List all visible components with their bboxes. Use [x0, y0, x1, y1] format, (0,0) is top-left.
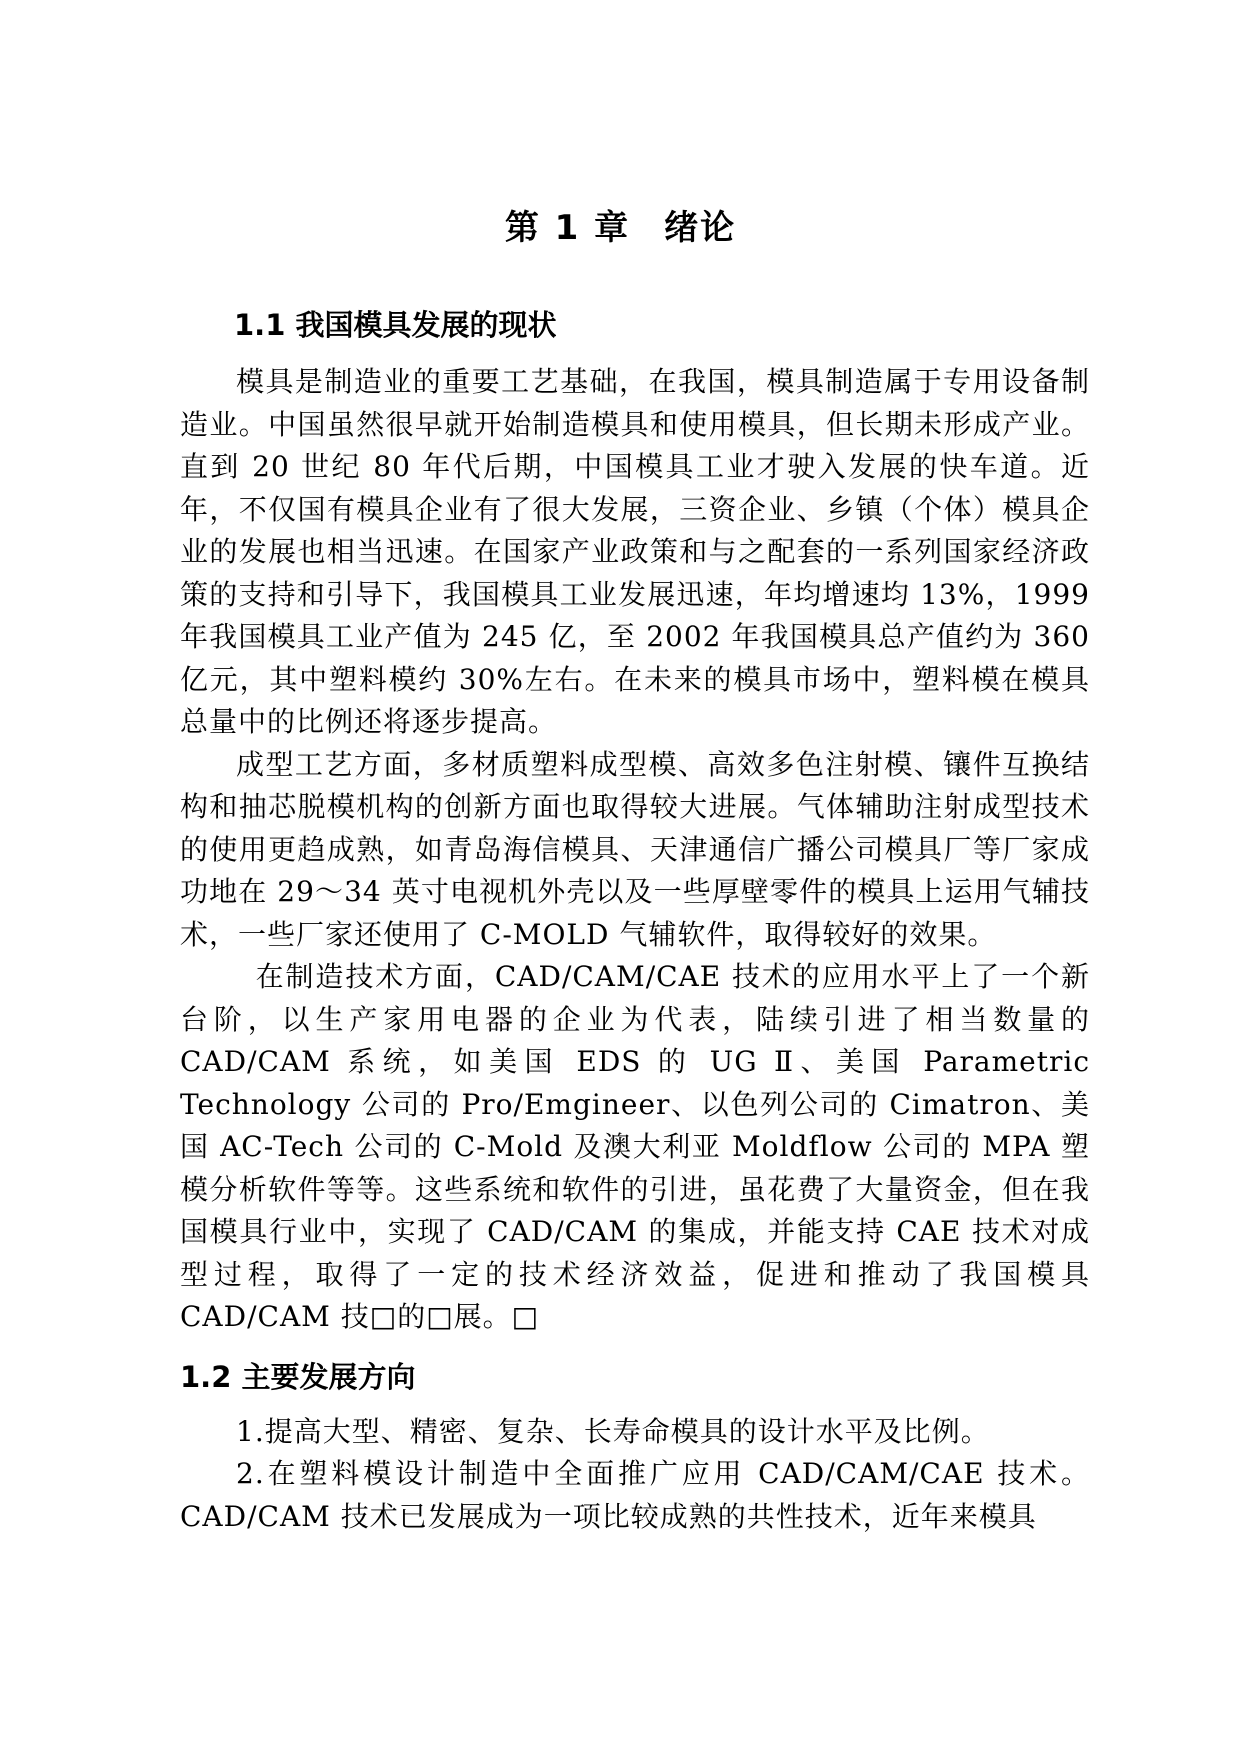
document-body [180, 305, 1090, 1538]
paragraph-mold-status: 模具是制造业的重要工艺基础，在我国，模具制造属于专用设备制造业。中国虽然很早就开始制造模具和使用模具，但长期未形成产业。直到 20 世纪 80 年代后期，中国模具工业才驶入发展的快车道。近年，不仅国有模具企业有了很大发展，三资企业、乡镇（个体）模具企业的发展也相当迅速。在国家产业政策和与之配套的一系列国家经济政策的支持和引导下，我国模具工业发展迅速，年均增速均 13%，1999 年我国模具工业产值为 245 亿，至 2002 年我国模具总产值约为 360 亿元，其中塑料模约 30%左右。在未来的模具市场中，塑料模在模具总量中的比例还将逐步提高。 [180, 365, 1090, 738]
paragraph-cad-cam-technology: 在制造技术方面，CAD/CAM/CAE 技术的应用水平上了一个新台阶，以生产家用电器的企业为代表，陆续引进了相当数量的 CAD/CAM 系统，如美国 EDS 的 UG Ⅱ、美国 Parametric Technology 公司的 Pro/Emgineer、以色列公司的 Cimatron、美国 AC-Tech 公司的 C-Mold 及澳大利亚 Moldflow 公司的 MPA 塑模分析软件等等。这些系统和软件的引进，虽花费了大量资金，但在我国模具行业中，实现了 CAD/CAM 的集成，并能支持 CAE 技术对成型过程，取得了一定的技术经济效益，促进和推动了我国模具 CAD/CAM 技□的□展。□ [180, 960, 1090, 1333]
chapter-number: 第 1 章 [504, 208, 631, 248]
chapter-title [0, 200, 1241, 249]
section-heading-1-1: 1.1 我国模具发展的现状 [234, 308, 557, 342]
chapter-name: 绪论 [664, 208, 737, 248]
section-heading-1-2: 1.2 主要发展方向 [180, 1359, 416, 1394]
paragraph-molding-process: 成型工艺方面，多材质塑料成型模、高效多色注射模、镶件互换结构和抽芯脱模机构的创新方面也取得较大进展。气体辅助注射成型技术的使用更趋成熟，如青岛海信模具、天津通信广播公司模具厂等厂家成功地在 29～34 英寸电视机外壳以及一些厚壁零件的模具上运用气辅技术，一些厂家还使用了 C-MOLD 气辅软件，取得较好的效果。 [180, 747, 1090, 951]
list-item: 2.在塑料模设计制造中全面推广应用 CAD/CAM/CAE 技术。CAD/CAM 技术已发展成为一项比较成熟的共性技术，近年来模具 [180, 1457, 1090, 1533]
list-item: 1.提高大型、精密、复杂、长寿命模具的设计水平及比例。 [236, 1414, 990, 1448]
